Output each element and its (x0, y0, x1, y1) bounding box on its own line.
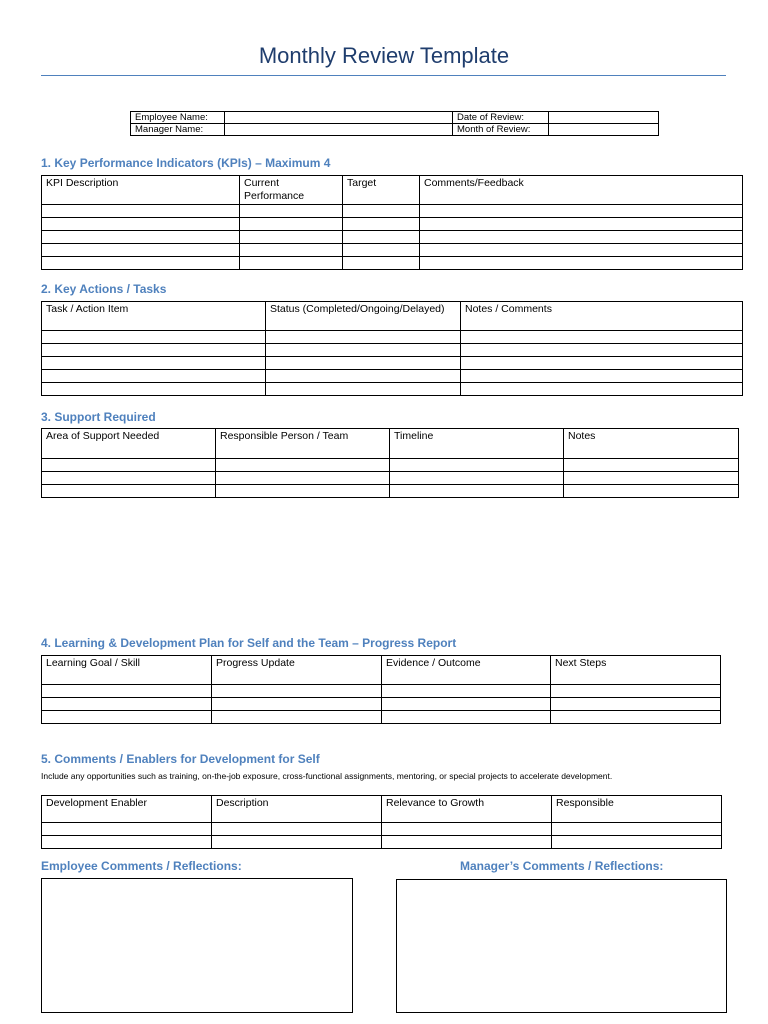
column-header: Responsible Person / Team (216, 429, 390, 459)
table-cell[interactable] (42, 218, 240, 231)
column-header: Next Steps (551, 656, 721, 685)
table-cell[interactable] (343, 244, 420, 257)
table-cell[interactable] (42, 698, 212, 711)
table-cell[interactable] (390, 485, 564, 498)
actions-section-heading: 2. Key Actions / Tasks (41, 282, 167, 296)
column-header: Development Enabler (42, 796, 212, 823)
table-cell[interactable] (42, 244, 240, 257)
table-row (42, 370, 743, 383)
table-cell[interactable] (420, 231, 743, 244)
table-cell[interactable] (266, 357, 461, 370)
table-cell[interactable] (240, 257, 343, 270)
employee-name-field[interactable] (225, 112, 453, 124)
table-cell[interactable] (382, 711, 551, 724)
table-cell[interactable] (382, 698, 551, 711)
table-cell[interactable] (212, 836, 382, 849)
table-header-row (42, 302, 743, 331)
enablers-instruction-text: Include any opportunities such as training, on-the-job exposure, cross-functional assignments, mentoring, or special projects to accelerate development. (41, 771, 613, 781)
table-cell[interactable] (42, 711, 212, 724)
table-cell[interactable] (564, 459, 739, 472)
column-header: Area of Support Needed (42, 429, 216, 459)
enablers-section-heading: 5. Comments / Enablers for Development for Self (41, 752, 320, 766)
actions-table (41, 301, 743, 396)
table-cell[interactable] (390, 459, 564, 472)
table-row (42, 685, 721, 698)
column-header: KPI Description (42, 176, 240, 205)
date-of-review-field[interactable] (549, 112, 659, 124)
table-cell[interactable] (461, 383, 743, 396)
table-cell[interactable] (42, 331, 266, 344)
month-of-review-label: Month of Review: (453, 124, 549, 136)
table-cell[interactable] (551, 685, 721, 698)
table-cell[interactable] (390, 472, 564, 485)
column-header: Evidence / Outcome (382, 656, 551, 685)
table-cell[interactable] (42, 370, 266, 383)
column-header: Comments/Feedback (420, 176, 743, 205)
table-row (42, 459, 739, 472)
column-header: Target (343, 176, 420, 205)
table-cell[interactable] (42, 685, 212, 698)
table-cell[interactable] (240, 218, 343, 231)
table-cell[interactable] (42, 383, 266, 396)
table-row (42, 231, 743, 244)
table-cell[interactable] (42, 472, 216, 485)
table-cell[interactable] (42, 836, 212, 849)
table-row (42, 485, 739, 498)
table-cell[interactable] (240, 244, 343, 257)
table-cell[interactable] (42, 357, 266, 370)
kpi-section-heading: 1. Key Performance Indicators (KPIs) – Maximum 4 (41, 156, 331, 170)
learning-table (41, 655, 721, 724)
table-cell[interactable] (42, 823, 212, 836)
table-cell[interactable] (42, 257, 240, 270)
page-title: Monthly Review Template (258, 43, 510, 68)
table-row (42, 331, 743, 344)
kpi-table (41, 175, 743, 270)
month-of-review-field[interactable] (549, 124, 659, 136)
table-cell[interactable] (266, 383, 461, 396)
table-cell[interactable] (551, 711, 721, 724)
column-header: Timeline (390, 429, 564, 459)
table-cell[interactable] (343, 231, 420, 244)
table-row (42, 244, 743, 257)
learning-section-heading: 4. Learning & Development Plan for Self and the Team – Progress Report (41, 636, 457, 650)
table-row (42, 357, 743, 370)
manager-comments-heading: Manager’s Comments / Reflections: (460, 859, 664, 873)
employee-comments-heading: Employee Comments / Reflections: (41, 859, 242, 873)
table-cell[interactable] (42, 459, 216, 472)
table-cell[interactable] (212, 685, 382, 698)
table-cell[interactable] (216, 472, 390, 485)
column-header: Task / Action Item (42, 302, 266, 331)
column-header: Notes (564, 429, 739, 459)
table-cell[interactable] (420, 257, 743, 270)
table-cell[interactable] (552, 823, 722, 836)
table-cell[interactable] (42, 231, 240, 244)
table-cell[interactable] (212, 698, 382, 711)
employee-name-label: Employee Name: (131, 112, 225, 124)
column-header: Learning Goal / Skill (42, 656, 212, 685)
support-section-heading: 3. Support Required (41, 410, 156, 424)
column-header: Current Performance (240, 176, 343, 205)
table-row (131, 112, 659, 124)
title-divider (41, 75, 726, 76)
table-cell[interactable] (420, 205, 743, 218)
column-header: Status (Completed/Ongoing/Delayed) (266, 302, 461, 331)
table-cell[interactable] (343, 205, 420, 218)
column-header: Relevance to Growth (382, 796, 552, 823)
manager-name-field[interactable] (225, 124, 453, 136)
table-cell[interactable] (212, 823, 382, 836)
table-row (42, 344, 743, 357)
table-cell[interactable] (461, 344, 743, 357)
column-header: Responsible (552, 796, 722, 823)
table-cell[interactable] (266, 331, 461, 344)
table-row (42, 823, 722, 836)
table-row (42, 383, 743, 396)
table-cell[interactable] (240, 231, 343, 244)
review-info-table (130, 111, 659, 136)
table-cell[interactable] (343, 257, 420, 270)
table-cell[interactable] (42, 205, 240, 218)
table-header-row (42, 656, 721, 685)
column-header: Notes / Comments (461, 302, 743, 331)
table-row (42, 205, 743, 218)
column-header: Description (212, 796, 382, 823)
table-row (42, 698, 721, 711)
table-cell[interactable] (382, 685, 551, 698)
support-table (41, 428, 739, 498)
table-cell[interactable] (212, 711, 382, 724)
table-cell[interactable] (343, 218, 420, 231)
table-cell[interactable] (552, 836, 722, 849)
table-cell[interactable] (216, 459, 390, 472)
table-cell[interactable] (266, 370, 461, 383)
table-cell[interactable] (564, 472, 739, 485)
table-row (42, 711, 721, 724)
table-cell[interactable] (461, 357, 743, 370)
table-header-row (42, 429, 739, 459)
table-cell[interactable] (216, 485, 390, 498)
manager-name-label: Manager Name: (131, 124, 225, 136)
table-cell[interactable] (551, 698, 721, 711)
table-cell[interactable] (420, 218, 743, 231)
table-cell[interactable] (461, 370, 743, 383)
date-of-review-label: Date of Review: (453, 112, 549, 124)
table-cell[interactable] (420, 244, 743, 257)
table-cell[interactable] (382, 823, 552, 836)
column-header: Progress Update (212, 656, 382, 685)
table-header-row (42, 796, 722, 823)
employee-comments-box[interactable] (41, 878, 353, 1013)
table-cell[interactable] (42, 344, 266, 357)
table-cell[interactable] (461, 331, 743, 344)
table-header-row (42, 176, 743, 205)
table-row (42, 472, 739, 485)
enablers-table (41, 795, 722, 849)
table-cell[interactable] (266, 344, 461, 357)
table-row (42, 257, 743, 270)
table-cell[interactable] (42, 485, 216, 498)
table-cell[interactable] (564, 485, 739, 498)
manager-comments-box[interactable] (396, 879, 727, 1013)
table-cell[interactable] (382, 836, 552, 849)
table-row (42, 836, 722, 849)
table-row (42, 218, 743, 231)
table-row (131, 124, 659, 136)
table-cell[interactable] (240, 205, 343, 218)
